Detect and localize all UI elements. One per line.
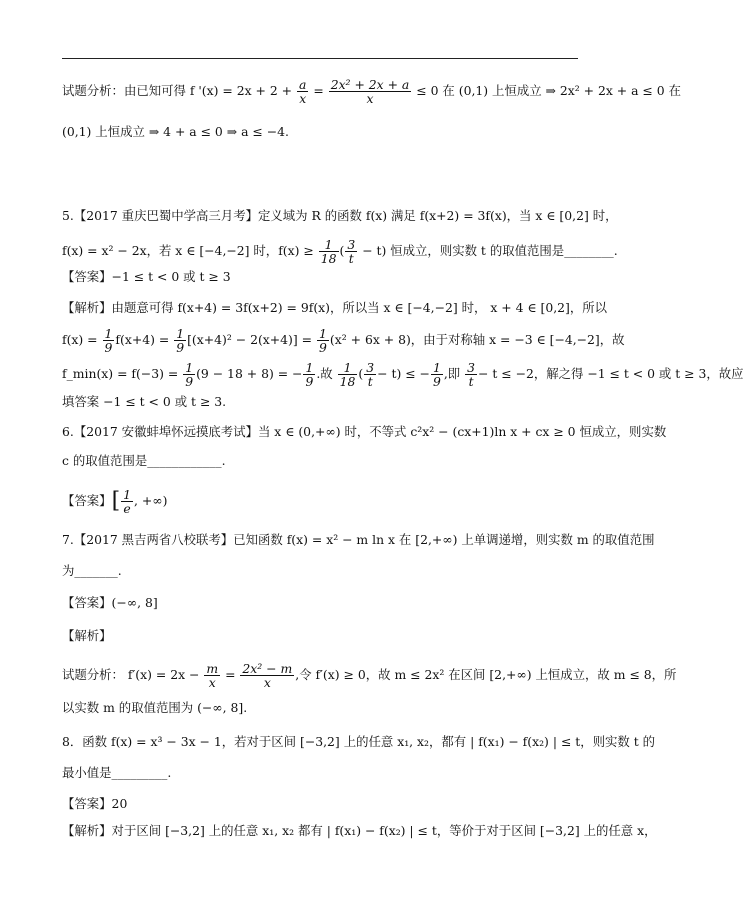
analysis-line-1 — [62, 77, 681, 106]
text: − t ≤ −2，解之得 −1 ≤ t < 0 或 t ≥ 3，故应 — [478, 366, 744, 381]
frac-num: 1 — [319, 238, 339, 252]
text: f(x) = x² − 2x，若 x ∈ [−4,−2] 时，f(x) ≥ — [62, 243, 314, 258]
q7-answer: 【答案】(−∞, 8] — [62, 595, 158, 610]
q7-stem-1: 7.【2017 黑吉两省八校联考】已知函数 f(x) = x² − m ln x 在 [2,+∞) 上单调递增，则实数 m 的取值范围 — [62, 532, 655, 547]
frac-num: m — [206, 661, 219, 676]
frac-num: 1 — [104, 326, 113, 341]
frac-den: 9 — [176, 340, 185, 355]
q5-stem-1: 5.【2017 重庆巴蜀中学高三月考】定义域为 R 的函数 f(x) 满足 f(x+2) = 3f(x)，当 x ∈ [0,2] 时， — [62, 208, 618, 223]
frac-den: 9 — [104, 340, 113, 355]
q7-solution-1 — [62, 661, 677, 690]
text: = — [313, 83, 324, 98]
text: ( — [358, 366, 364, 381]
fraction — [174, 327, 186, 354]
q5-answer: 【答案】−1 ≤ t < 0 或 t ≥ 3 — [62, 269, 231, 284]
frac-den: 9 — [185, 374, 194, 389]
frac-num: 1 — [338, 361, 358, 375]
fraction — [103, 327, 115, 354]
fraction — [297, 78, 308, 105]
text: ,令 f′(x) ≥ 0，故 m ≤ 2x² 在区间 [2,+∞) 上恒成立，故 m ≤ 8，所 — [295, 667, 677, 682]
q8-answer: 【答案】20 — [62, 796, 128, 811]
fraction — [338, 361, 358, 388]
fraction — [329, 78, 412, 105]
text: f(x) = — [62, 332, 98, 347]
frac-num: 2x² − m — [242, 661, 293, 676]
frac-den: x — [208, 675, 216, 690]
text: 试题分析： f′(x) = 2x − — [62, 667, 200, 682]
frac-num: 1 — [123, 487, 132, 502]
frac-num: 2x² + 2x + a — [330, 77, 410, 92]
q8-solution-1: 【解析】对于区间 [−3,2] 上的任意 x₁, x₂ 都有 | f(x₁) − f(x₂) | ≤ t，等价于对于区间 [−3,2] 上的任意 x， — [62, 823, 657, 838]
frac-den: e — [123, 501, 131, 516]
frac-den: x — [366, 91, 374, 106]
text: [(x+4)² − 2(x+4)] = — [187, 332, 313, 347]
text: = — [225, 667, 236, 682]
answer-label: 【答案】 — [62, 493, 112, 508]
q5-solution-3 — [62, 360, 744, 389]
fraction — [303, 361, 315, 388]
fraction — [204, 662, 220, 689]
q5-stem-2 — [62, 237, 618, 266]
frac-den: t — [348, 251, 354, 266]
frac-num: 1 — [432, 360, 441, 375]
text: − t) ≤ − — [377, 366, 430, 381]
frac-den: 9 — [432, 374, 441, 389]
frac-num: 1 — [185, 360, 194, 375]
text: f(x+4) = — [115, 332, 170, 347]
fraction — [240, 662, 294, 689]
frac-num: 1 — [319, 326, 327, 341]
text: − t) 恒成立，则实数 t 的取值范围是________. — [362, 243, 618, 258]
q6-answer — [62, 488, 590, 515]
fraction — [319, 238, 339, 265]
frac-num: 3 — [366, 360, 375, 375]
fraction — [465, 361, 477, 388]
frac-den: x — [299, 91, 307, 106]
text: ≤ 0 在 (0,1) 上恒成立 ⇒ 2x² + 2x + a ≤ 0 在 — [416, 83, 681, 98]
fraction — [345, 238, 357, 265]
text: ( — [339, 243, 345, 258]
q7-stem-2: 为_______. — [62, 563, 122, 578]
text: 试题分析：由已知可得 — [62, 83, 186, 98]
q5-solution-1: 【解析】由题意可得 f(x+4) = 3f(x+2) = 9f(x)，所以当 x ∈ [−4,−2] 时， x + 4 ∈ [0,2]，所以 — [62, 300, 608, 315]
frac-den: t — [468, 374, 474, 389]
text: .故 — [316, 366, 333, 381]
frac-den: 9 — [319, 340, 327, 355]
text: ,即 — [443, 366, 461, 381]
frac-den: 9 — [305, 374, 314, 389]
text: (x² + 6x + 8)，由于对称轴 x = −3 ∈ [−4,−2]，故 — [329, 332, 625, 347]
frac-num: a — [299, 77, 307, 92]
text: (9 − 18 + 8) = − — [196, 366, 303, 381]
header-rule — [62, 58, 578, 59]
q7-solution-label: 【解析】 — [62, 628, 112, 643]
text: f_min(x) = f(−3) = — [62, 366, 179, 381]
q7-solution-2: 以实数 m 的取值范围为 (−∞, 8]. — [62, 700, 248, 715]
frac-num: 1 — [305, 360, 314, 375]
q6-stem-1: 6.【2017 安徽蚌埠怀远摸底考试】当 x ∈ (0,+∞) 时，不等式 c²x² − (cx+1)ln x + cx ≥ 0 恒成立，则实数 — [62, 424, 667, 439]
q5-solution-4: 填答案 −1 ≤ t < 0 或 t ≥ 3. — [62, 394, 227, 409]
text: , +∞) — [134, 493, 168, 508]
q8-stem-2: 最小值是_________. — [62, 765, 172, 780]
frac-den: 18 — [339, 374, 356, 389]
fraction — [317, 327, 329, 354]
q6-stem-2: c 的取值范围是____________. — [62, 453, 226, 468]
text: f '(x) = 2x + 2 + — [189, 83, 293, 98]
analysis-line-2: (0,1) 上恒成立 ⇒ 4 + a ≤ 0 ⇒ a ≤ −4. — [62, 124, 289, 139]
q5-solution-2 — [62, 326, 625, 355]
frac-num: 3 — [347, 237, 356, 252]
q8-stem-1: 8．函数 f(x) = x³ − 3x − 1，若对于区间 [−3,2] 上的任意 x₁, x₂，都有 | f(x₁) − f(x₂) | ≤ t，则实数 t 的 — [62, 734, 656, 749]
fraction — [183, 361, 195, 388]
bracket: [ — [111, 488, 121, 514]
fraction — [121, 488, 133, 515]
frac-num: 1 — [176, 326, 185, 341]
frac-den: x — [263, 675, 271, 690]
frac-num: 3 — [467, 360, 476, 375]
fraction — [431, 361, 443, 388]
frac-den: 18 — [320, 251, 337, 266]
frac-den: t — [367, 374, 373, 389]
fraction — [364, 361, 376, 388]
